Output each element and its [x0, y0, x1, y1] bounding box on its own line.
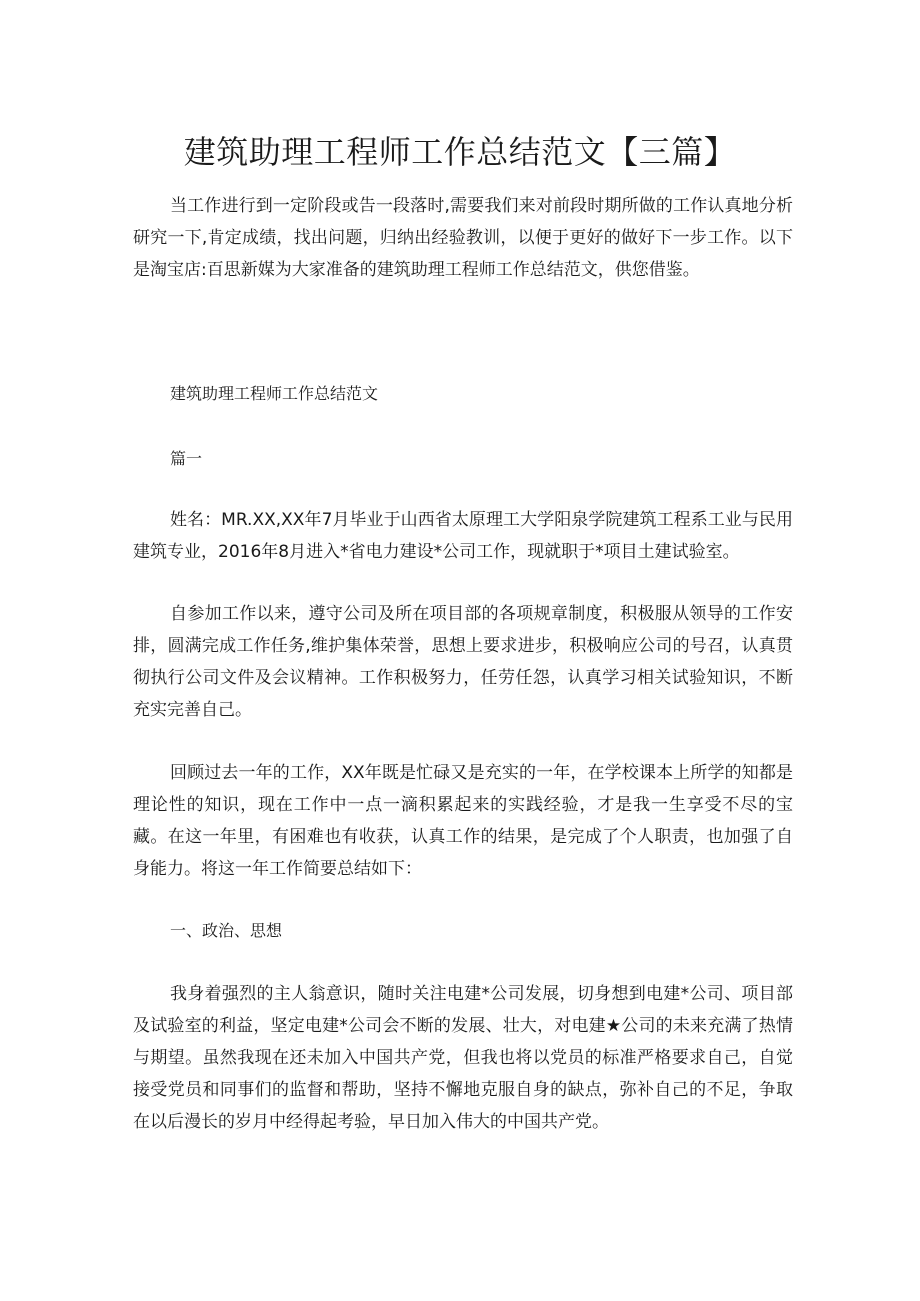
paragraph-profile: 姓名：MR.XX,XX年7月毕业于山西省太原理工大学阳泉学院建筑工程系工业与民用建筑专业，2016年8月进入*省电力建设*公司工作，现就职于*项目土建试验室。 [133, 510, 793, 562]
section-paragraph: 我身着强烈的主人翁意识，随时关注电建*公司发展，切身想到电建*公司、项目部及试验室的利益，坚定电建*公司会不断的发展、壮大，对电建★公司的未来充满了热情与期望。虽然我现在还未加入中国共产党，但我也将以党员的标准严格要求自己，自觉接受党员和同事们的监督和帮助，坚持不懈地克服自身的缺点，弥补自己的不足，争取在以后漫长的岁月中经得起考验，早日加入伟大的中国共产党。 [133, 984, 793, 1132]
subtitle: 建筑助理工程师工作总结范文 [170, 384, 379, 403]
part-label: 篇一 [170, 449, 203, 468]
intro-paragraph: 当工作进行到一定阶段或告一段落时,需要我们来对前段时期所做的工作认真地分析研究一下,肯定成绩，找出问题，归纳出经验教训，以便于更好的做好下一步工作。以下是淘宝店:百思新媒为大家准备的建筑助理工程师工作总结范文，供您借鉴。 [133, 196, 793, 280]
section-heading: 一、政治、思想 [170, 921, 283, 940]
document-title: 建筑助理工程师工作总结范文【三篇】 [183, 133, 737, 171]
paragraph-review: 回顾过去一年的工作，XX年既是忙碌又是充实的一年，在学校课本上所学的知都是理论性的知识，现在工作中一点一滴积累起来的实践经验，才是我一生享受不尽的宝藏。在这一年里，有困难也有收获，认真工作的结果，是完成了个人职责，也加强了自身能力。将这一年工作简要总结如下： [133, 763, 793, 879]
paragraph-work-attitude: 自参加工作以来，遵守公司及所在项目部的各项规章制度，积极服从领导的工作安排，圆满完成工作任务,维护集体荣誉，思想上要求进步，积极响应公司的号召，认真贯彻执行公司文件及会议精神。工作积极努力，任劳任怨，认真学习相关试验知识，不断充实完善自己。 [133, 604, 793, 720]
